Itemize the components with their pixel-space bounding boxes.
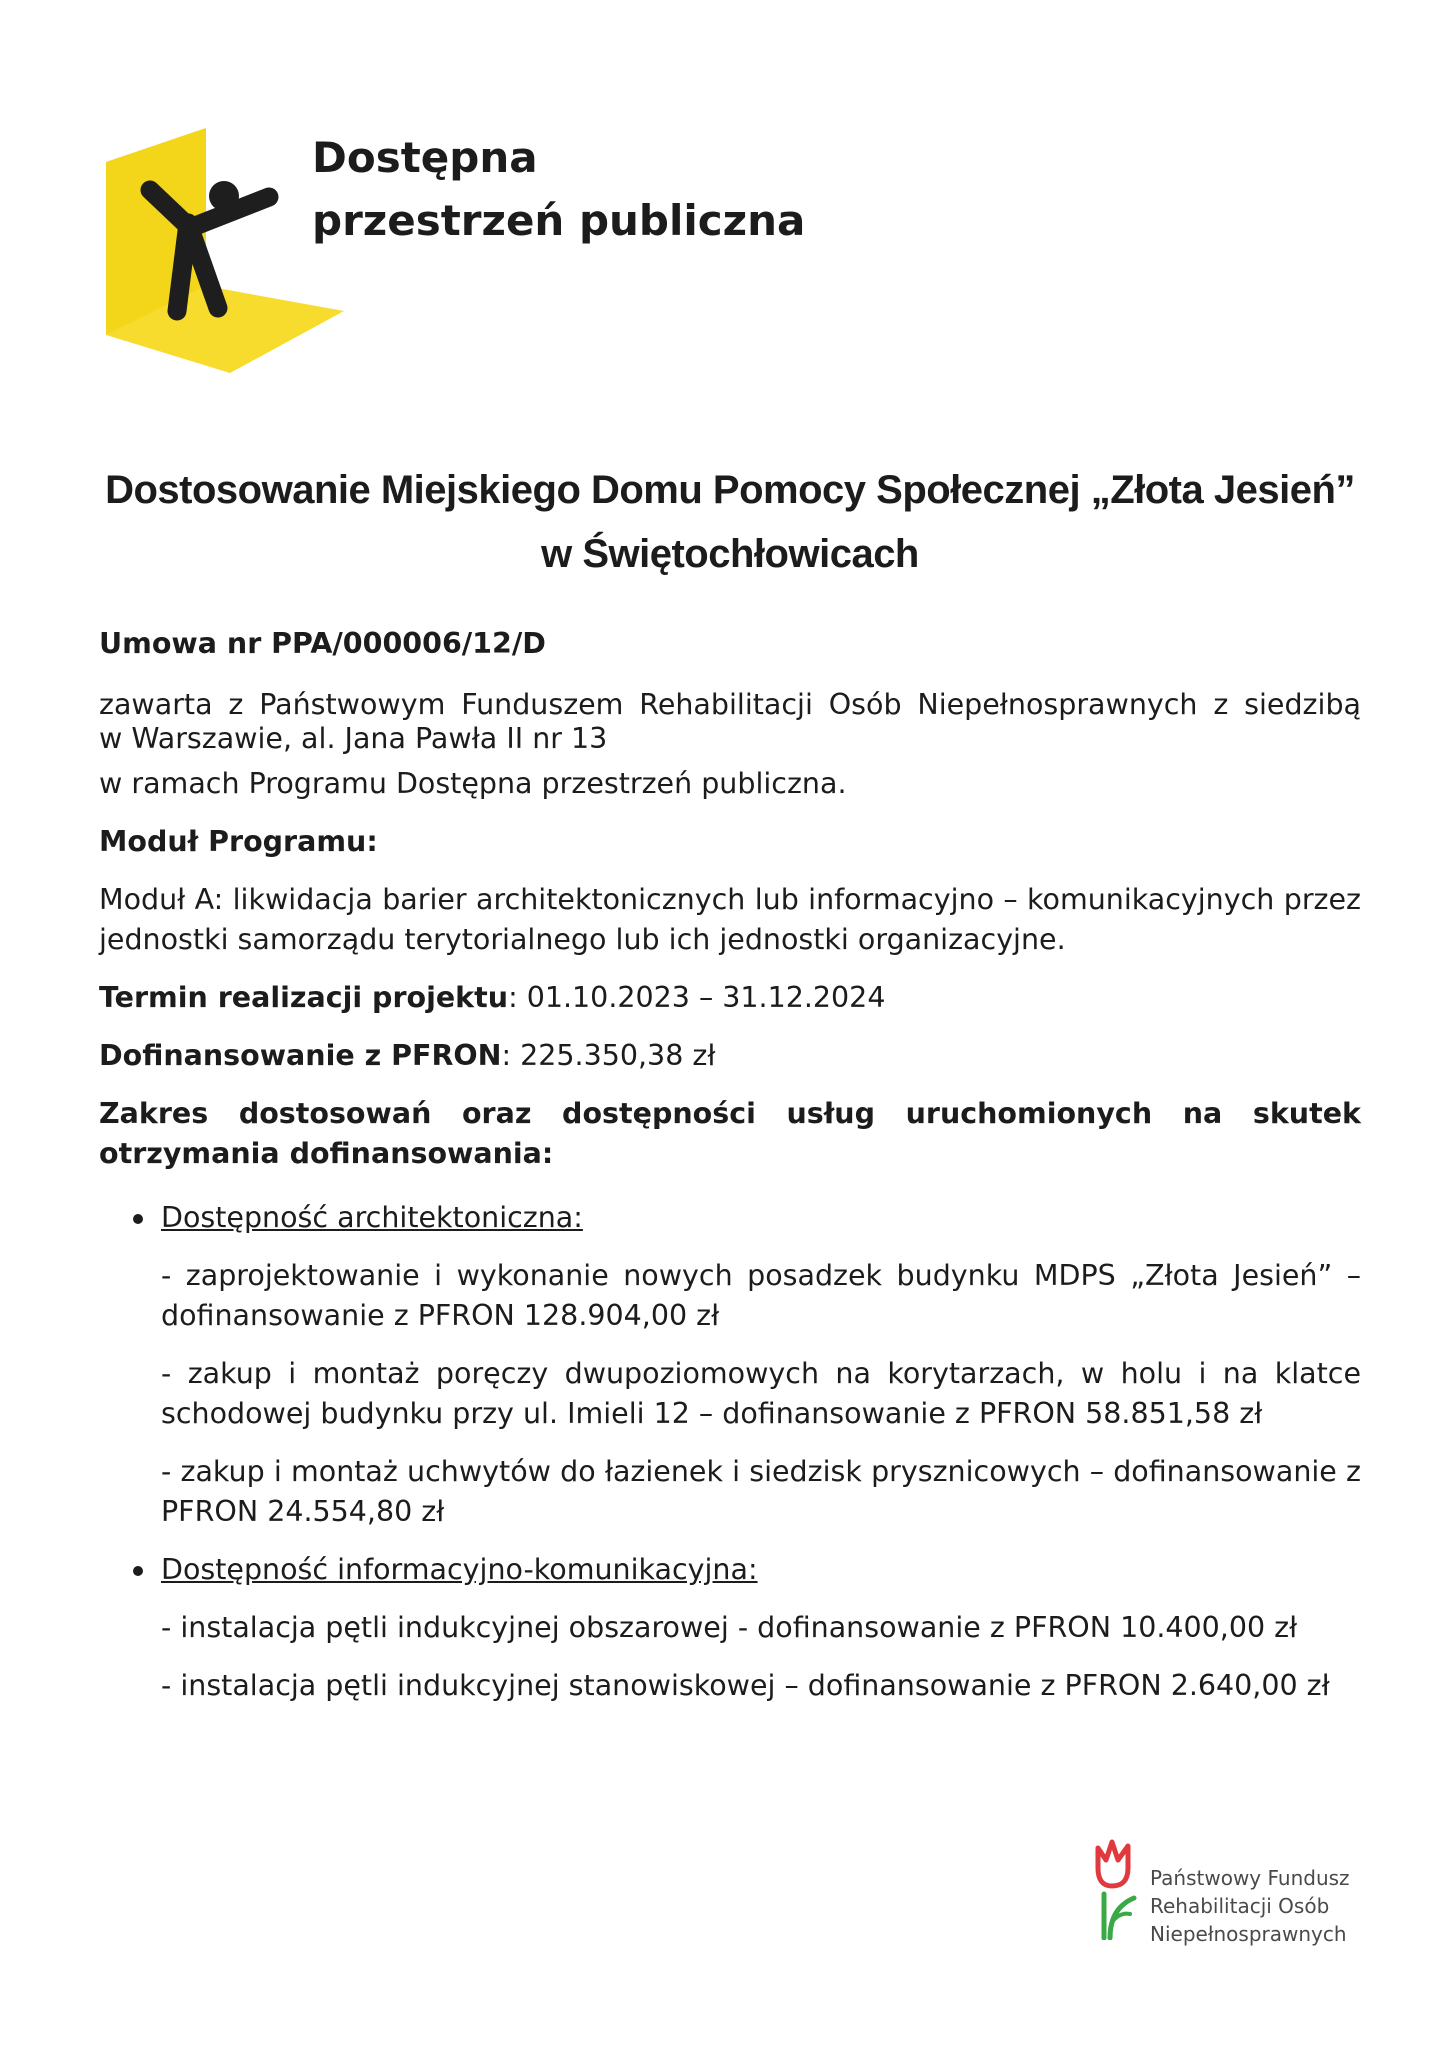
pfron-line1: Państwowy Fundusz (1150, 1866, 1350, 1890)
module-heading: Moduł Programu: (99, 825, 378, 858)
section-title: Dostępność architektoniczna: (161, 1201, 583, 1234)
section-architectural (99, 1198, 1361, 1532)
agreement-party-line1: zawarta z Państwowym Funduszem Rehabilitacji Osób Niepełnosprawnych z siedzibą (99, 688, 1361, 721)
bullet-icon (133, 1214, 143, 1224)
agreement-party-line2: w Warszawie, al. Jana Pawła II nr 13 (99, 722, 608, 755)
program-name (312, 126, 805, 252)
list-item: - zakup i montaż uchwytów do łazienek i siedzisk prysznicowych – dofinansowanie z PFRON 24.554,80 zł (161, 1455, 1361, 1528)
pfron-name (1150, 1864, 1350, 1948)
section-title: Dostępność informacyjno-komunikacyjna: (161, 1553, 758, 1586)
funding-amount (99, 1036, 1361, 1076)
tulip-icon (1090, 1838, 1138, 1940)
project-term-value: : 01.10.2023 – 31.12.2024 (508, 981, 886, 1014)
pfron-line2: Rehabilitacji Osób (1150, 1894, 1330, 1918)
project-term-label: Termin realizacji projektu (99, 981, 509, 1014)
module-text: Moduł A: likwidacja barier architektonicznych lub informacyjno – komunikacyjnych przez jednostki samorządu terytorialnego lub ich jednostki organizacyjne. (99, 883, 1361, 956)
program-name-line1: Dostępna (312, 133, 538, 182)
scope-heading: Zakres dostosowań oraz dostępności usług uruchomionych na skutek otrzymania dofinansowania: (99, 1097, 1361, 1170)
funding-label: Dofinansowanie z PFRON (99, 1039, 502, 1072)
section-information (99, 1550, 1361, 1706)
list-item: - instalacja pętli indukcyjnej stanowiskowej – dofinansowanie z PFRON 2.640,00 zł (161, 1669, 1330, 1702)
agreement-number: Umowa nr PPA/000006/12/D (99, 627, 546, 660)
list-item: - zaprojektowanie i wykonanie nowych posadzek budynku MDPS „Złota Jesień” – dofinansowanie z PFRON 128.904,00 zł (161, 1259, 1361, 1332)
program-name-line2: przestrzeń publiczna (312, 196, 806, 245)
pfron-line3: Niepełnosprawnych (1150, 1922, 1347, 1946)
title-line1: Dostosowanie Miejskiego Domu Pomocy Społecznej „Złota Jesień” (105, 468, 1355, 512)
list-item: - instalacja pętli indukcyjnej obszarowej - dofinansowanie z PFRON 10.400,00 zł (161, 1611, 1298, 1644)
document-body (99, 624, 1361, 1706)
project-term (99, 978, 1361, 1018)
title-line2: w Świętochłowicach (541, 532, 919, 576)
document-title (100, 458, 1360, 586)
list-item: - zakup i montaż poręczy dwupoziomowych na korytarzach, w holu i na klatce schodowej budynku przy ul. Imieli 12 – dofinansowanie z PFRON 58.851,58 zł (161, 1357, 1361, 1430)
agreement-program: w ramach Programu Dostępna przestrzeń publiczna. (99, 767, 847, 800)
bullet-icon (133, 1566, 143, 1576)
funding-value: : 225.350,38 zł (501, 1039, 716, 1072)
